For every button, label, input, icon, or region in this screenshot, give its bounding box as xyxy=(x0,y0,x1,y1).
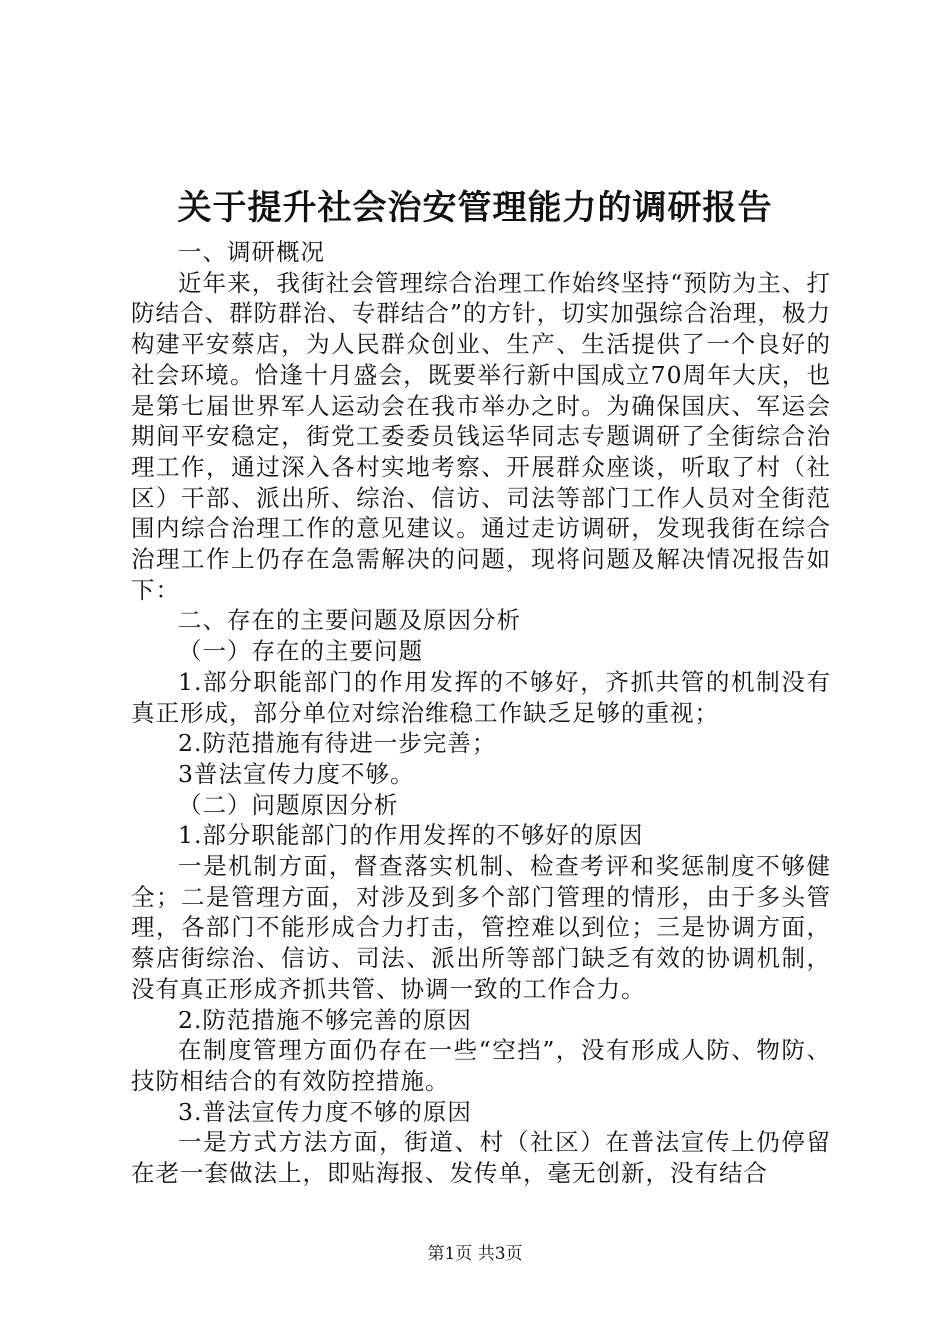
cause-heading-2: 2.防范措施不够完善的原因 xyxy=(178,1005,472,1034)
problem-item-2: 2.防范措施有待进一步完善； xyxy=(178,729,497,758)
cause-heading-1: 1.部分职能部门的作用发挥的不够好的原因 xyxy=(178,821,644,850)
document-body xyxy=(131,237,831,1189)
paragraph-overview: 近年来，我街社会管理综合治理工作始终坚持“预防为主、打防结合、群防群治、专群结合”的方针，切实加强综合治理，极力构建平安蔡店，为人民群众创业、生产、生活提供了一个良好的社会环境。恰逢十月盛会，既要举行新中国成立70周年大庆，也是第七届世界军人运动会在我市举办之时。为确保国庆、军运会期间平安稳定，街党工委委员钱运华同志专题调研了全街综合治理工作，通过深入各村实地考察、开展群众座谈，听取了村（社区）干部、派出所、综治、信访、司法等部门工作人员对全街范围内综合治理工作的意见建议。通过走访调研，发现我街在综合治理工作上仍存在急需解决的问题，现将问题及解决情况报告如下： xyxy=(131,268,831,604)
problem-item-1: 1.部分职能部门的作用发挥的不够好，齐抓共管的机制没有真正形成，部分单位对综治维稳工作缺乏足够的重视； xyxy=(131,667,831,727)
subsection-heading-causes: （二）问题原因分析 xyxy=(178,790,399,819)
problem-item-3: 3普法宣传力度不够。 xyxy=(178,759,415,788)
subsection-heading-problems: （一）存在的主要问题 xyxy=(178,637,423,666)
page-footer: 第1页 共3页 xyxy=(427,1244,523,1264)
cause-paragraph-1: 一是机制方面，督查落实机制、检查考评和奖惩制度不够健全；二是管理方面，对涉及到多个部门管理的情形，由于多头管理，各部门不能形成合力打击，管控难以到位；三是协调方面，蔡店街综治、信访、司法、派出所等部门缺乏有效的协调机制，没有真正形成齐抓共管、协调一致的工作合力。 xyxy=(131,852,831,1003)
cause-paragraph-2: 在制度管理方面仍存在一些“空挡”，没有形成人防、物防、技防相结合的有效防控措施。 xyxy=(131,1036,831,1095)
cause-paragraph-3: 一是方式方法方面，街道、村（社区）在普法宣传上仍停留在老一套做法上，即贴海报、发传单，毫无创新，没有结合 xyxy=(131,1128,831,1188)
cause-heading-3: 3.普法宣传力度不够的原因 xyxy=(178,1097,472,1126)
section-heading-2: 二、存在的主要问题及原因分析 xyxy=(178,606,521,635)
section-heading-1: 一、调研概况 xyxy=(178,238,325,266)
document-title: 关于提升社会治安管理能力的调研报告 xyxy=(177,188,773,228)
